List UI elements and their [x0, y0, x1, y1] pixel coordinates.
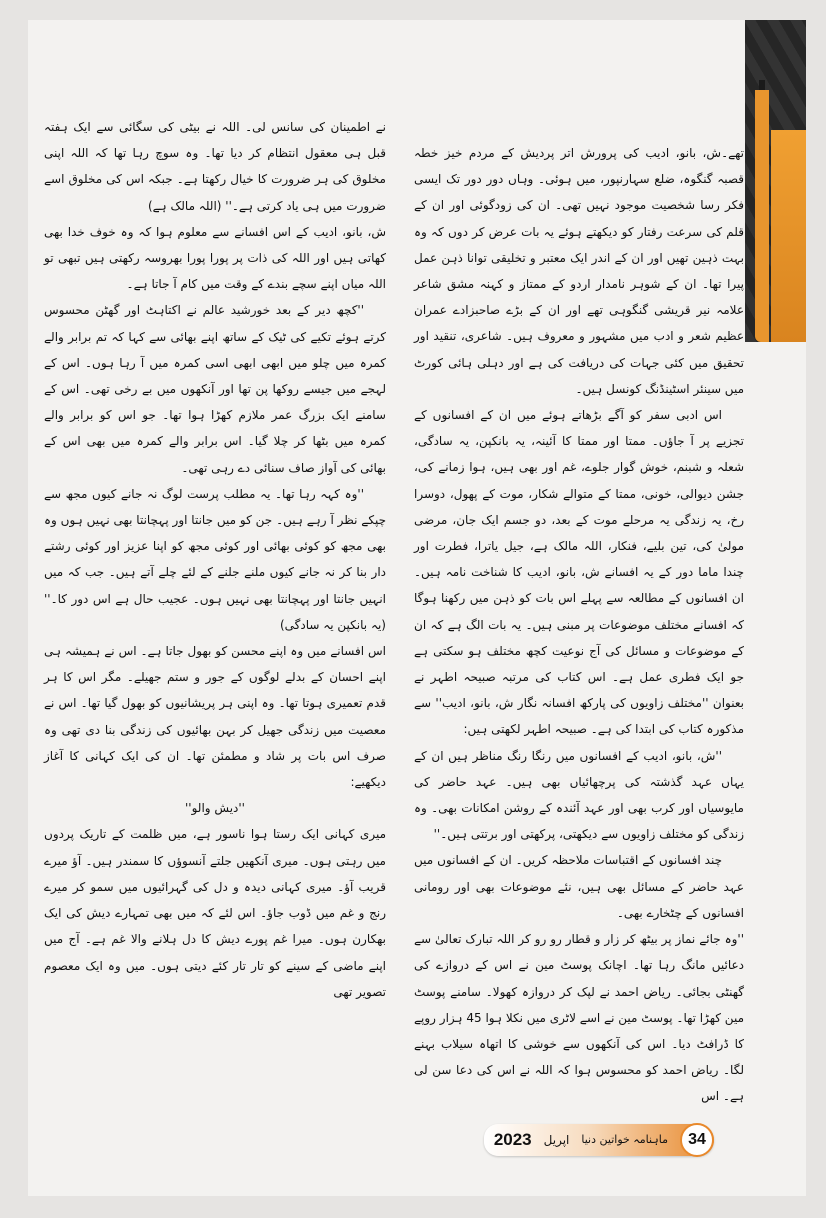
quote-paragraph: ''کچھ دیر کے بعد خورشید عالم نے اکتاہٹ اور گھٹن محسوس کرتے ہوئے تکیے کی ٹیک کے ساتھ اپنے بھائی سے کہا کہ تم برابر والے کمرہ میں چلو میں ابھی ابھی اسی کمرہ میں آ رہا ہوں۔ اس کے لہجے میں جیسے روکھا پن تھا اور آنکھوں میں بے رخی تھی۔ اس کے سامنے ایک بزرگ عمر ملازم کھڑا ہوا تھا۔ جو اس کو برابر والے کمرہ میں بٹھا کر چلا گیا۔ اس برابر والے کمرہ میں بھی اس کے بھائی کی آواز صاف سنائی دے رہی تھی۔ [44, 303, 386, 475]
paragraph: نے اطمینان کی سانس لی۔ اللہ نے بیٹی کی سگائی سے ایک ہفتہ قبل ہی معقول انتظام کر دیا تھا۔ وہ سوچ رہا تھا کہ اللہ اپنی مخلوق کی ہر ضرورت کا خیال رکھتا ہے۔ جبکہ اس کی مخلوق اسے ضرورت میں ہی یاد کرتی ہے۔'' (اللہ مالک ہے) [44, 120, 386, 213]
footer-magazine-name: ماہنامہ خواتین دنیا [581, 1133, 668, 1147]
page-footer [484, 1124, 714, 1156]
page-number: 34 [680, 1123, 714, 1157]
paragraph: چند افسانوں کے اقتباسات ملاحظہ کریں۔ ان کے افسانوں میں عہد حاضر کے مسائل بھی ہیں، نئے موضوعات بھی اور رومانی افسانوں کے چٹخارے بھی۔ [414, 853, 744, 920]
paragraph: ش، بانو، ادیب کے اس افسانے سے معلوم ہوا کہ وہ خوف خدا بھی کھاتی ہیں اور اللہ کی ذات پر پورا پورا بھروسہ رکھتی ہیں تبھی تو اللہ میاں اپنے سچے بندے کے وقت میں کام آ جاتا ہے۔ [44, 224, 386, 292]
block-quote: میری کہانی ایک رستا ہوا ناسور ہے، میں ظلمت کے تاریک پردوں میں رہتی ہوں۔ میری آنکھیں جلتے آنسوؤں کا سمندر ہیں۔ آؤ میرے قریب آؤ۔ میری کہانی دیدہ و دل کی گہرائیوں میں سمو کر میرے رنج و غم میں ڈوب جاؤ۔ اس لئے کہ میں بھی تمہارے دیش کی ایک بھکارن ہوں۔ میرا غم پورے دیش کا دل ہلانے والا غم ہے۔ آج میں اپنے ماضی کے سینے کو تار تار کئے دیتی ہوں۔ میں وہ ایک معصوم تصویر تھی [44, 827, 386, 999]
quote-paragraph: ''ش، بانو، ادیب کے افسانوں میں رنگا رنگ مناظر ہیں ان کے یہاں عہد گذشتہ کی پرچھائیاں بھی ہیں۔ عہد حاضر کی مایوسیاں اور کرب بھی اور عہد آئندہ کے روشن امکانات بھی۔ وہ زندگی کو مختلف زاویوں سے دیکھتی، پرکھتی اور برتتی ہیں۔'' [414, 748, 744, 842]
story-title: ''دیش والو'' [185, 801, 245, 816]
quote-paragraph: ''وہ کہہ رہا تھا۔ یہ مطلب پرست لوگ نہ جانے کیوں مجھ سے چپکے نظر آ رہے ہیں۔ جن کو میں جانتا اور پہچانتا بھی نہیں ہوں وہ بھی مجھ کو کوئی بھائی اور کوئی مجھ کو اپنا عزیز اور کوئی رشتے دار بنا کر نہ جانے کیوں ملنے جلنے کے لئے چلے آتے ہیں۔ جب کہ میں انہیں جانتا اور پہچانتا بھی نہیں ہوں۔ عجیب حال ہے اس دور کا۔'' (یہ بانکپن یہ سادگی) [44, 486, 386, 632]
footer-year: 2023 [493, 1129, 532, 1149]
paragraph: اس افسانے میں وہ اپنے محسن کو بھول جاتا ہے۔ اس نے ہمیشہ ہی اپنے احسان کے بدلے لوگوں کے جور و ستم جھیلے۔ مگر اس کا ہر قدم تعمیری ہوتا تھا۔ وہ اپنی ہر پریشانیوں کو بھول گیا تھا۔ اس نے معصیت میں زندگی جھیل کر بہن بھائیوں کی زندگی بنا دی تھی وہ صرف اس بات پر شاد و مطمئن تھا۔ ان کی ایک کہانی کا آغاز دیکھیے: [44, 644, 386, 790]
block-quote: ''وہ جائے نماز پر بیٹھ کر زار و قطار رو رو کر اللہ تبارک تعالیٰ سے دعائیں مانگ رہا تھا۔ اچانک پوسٹ مین نے اس کے دروازے کی گھنٹی بجائی۔ ریاض احمد نے لپک کر دروازہ کھولا۔ سامنے پوسٹ مین کھڑا تھا۔ پوسٹ مین نے اسے لاٹری میں نکلا ہوا 45 ہزار روپے کا ڈرافٹ دیا۔ اس کی آنکھوں سے خوشی کا اتھاہ سیلاب بہنے لگا۔ ریاض احمد کو محسوس ہوا کہ اللہ نے اس کی دعا سن لی ہے۔ اس [414, 932, 744, 1104]
footer-month: اپریل [543, 1132, 570, 1147]
magazine-page [28, 20, 806, 1196]
right-column [414, 114, 744, 1110]
paragraph: تھے۔ش، بانو، ادیب کی پرورش اتر پردیش کے مردم خیز خطہ قصبہ گنگوہ، ضلع سہارنپور، میں ہوئی۔ وہاں دور دور تک ایسی فکر رسا شخصیت موجود نہیں تھی۔ ان کی زودگوئی اور ان کے قلم کی سرعت رفتار کو دیکھتے ہوئے یہ بات عرض کر دوں کہ وہ بہت ذہین تھیں اور ان کے اندر ایک معتبر و تخلیقی توانا ذہن عمل پیرا تھا۔ ان کے شوہر نامدار اردو کے ممتاز و کہنہ مشق شاعر علامہ نیر قریشی گنگوہی تھے اور ان کے بڑے صاحبزادے عمران عظیم شعر و ادب میں مشہور و معروف ہیں۔ شاعری، تنقید اور تحقیق میں کئی جہات کی دریافت کی ہے اور دہلی ہائی کورٹ میں سینئر اسٹینڈنگ کونسل ہیں۔ [414, 146, 744, 396]
decorative-header-graphic [745, 20, 806, 342]
paragraph: اس ادبی سفر کو آگے بڑھاتے ہوئے میں ان کے افسانوں کے تجزیے پر آ جاؤں۔ ممتا اور ممتا کا آئینہ، یہ بانکپن، یہ سادگی، شعلہ و شبنم، خوش گوار جلوے، غم اور بھی ہیں، ہوا زمانے کی، جشن دیوالی، خونی، ممتا کے متوالے شکار، موت کے پھول، دوسرا رخ، یہ زندگی یہ مرحلے موت کے بعد، دو جسم ایک جان، مرضی مولیٰ کی، تین بلیے، فنکار، اللہ مالک ہے، جیل یاترا، فطرت اور چندا ماما دور کے یہ افسانے ش، بانو، ادیب کا شناخت نامہ ہیں۔ ان افسانوں کے مطالعہ سے پہلے اس بات کو ذہن میں رکھنا ہوگا کہ افسانے مختلف موضوعات پر مبنی ہیں۔ یہ بات الگ ہے کہ ان کے موضوعات و مسائل کی آج نوعیت کچھ مختلف ہو سکتی ہے جو ایک فطری عمل ہے۔ اس کتاب کی مرتبہ صبیحہ اطہر نے بعنوان ''مختلف زاویوں کی پارکھ افسانہ نگار ش، بانو، ادیب'' سے مذکورہ کتاب کی ابتدا کی ہے۔ صبیحہ اطہر لکھتی ہیں: [414, 408, 744, 737]
left-column [44, 114, 386, 1005]
